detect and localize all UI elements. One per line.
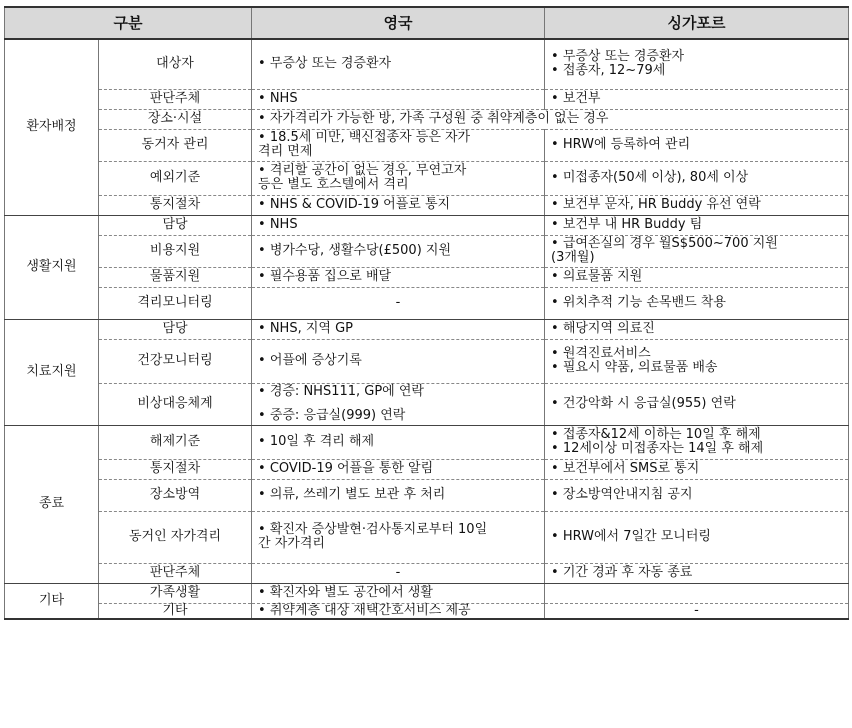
subcategory-cell: 통지절차 bbox=[99, 195, 252, 215]
singapore-value-line: • 의료물품 지원 bbox=[551, 269, 643, 284]
singapore-value-cell bbox=[545, 583, 849, 603]
table-row bbox=[5, 215, 849, 235]
singapore-value-line: • HRW에 등록하여 관리 bbox=[551, 137, 691, 152]
uk-value-cell bbox=[252, 39, 545, 89]
table-row bbox=[5, 89, 849, 109]
table-row bbox=[5, 235, 849, 267]
header-singapore: 싱가포르 bbox=[545, 7, 849, 39]
table-row bbox=[5, 563, 849, 583]
table-row bbox=[5, 511, 849, 563]
subcategory-cell: 대상자 bbox=[99, 39, 252, 89]
uk-value-line: • NHS bbox=[258, 91, 298, 106]
category-cell: 기타 bbox=[5, 583, 99, 619]
uk-value-cell bbox=[252, 89, 545, 109]
subcategory-cell: 장소방역 bbox=[99, 479, 252, 511]
subcategory-cell: 비용지원 bbox=[99, 235, 252, 267]
subcategory-cell: 통지절차 bbox=[99, 459, 252, 479]
uk-value-line: • COVID-19 어플을 통한 알림 bbox=[258, 461, 434, 476]
subcategory-cell: 기타 bbox=[99, 603, 252, 619]
uk-value-line: • 18.5세 미만, 백신접종자 등은 자가 bbox=[258, 130, 471, 145]
category-cell: 종료 bbox=[5, 425, 99, 583]
uk-value-line: • 확진자와 별도 공간에서 생활 bbox=[258, 585, 433, 600]
singapore-value-cell bbox=[545, 383, 849, 425]
uk-value-cell bbox=[252, 511, 545, 563]
singapore-value-cell bbox=[545, 339, 849, 383]
subcategory-cell: 동거인 자가격리 bbox=[99, 511, 252, 563]
singapore-value-line: (3개월) bbox=[551, 250, 595, 265]
subcategory-cell: 동거자 관리 bbox=[99, 129, 252, 161]
uk-value-line: • 경증: NHS111, GP에 연락 bbox=[258, 384, 424, 399]
singapore-value-cell bbox=[545, 215, 849, 235]
merged-value-cell: • 자가격리가 가능한 방, 가족 구성원 중 취약계층이 없는 경우 bbox=[252, 109, 849, 129]
singapore-value-line: • 위치추적 기능 손목밴드 착용 bbox=[551, 295, 726, 310]
uk-value-line: • 필수용품 집으로 배달 bbox=[258, 269, 392, 284]
table-row bbox=[5, 583, 849, 603]
singapore-value-cell bbox=[545, 563, 849, 583]
subcategory-cell: 장소·시설 bbox=[99, 109, 252, 129]
singapore-value-cell bbox=[545, 195, 849, 215]
singapore-value-cell bbox=[545, 287, 849, 319]
singapore-value-cell bbox=[545, 319, 849, 339]
table-row bbox=[5, 459, 849, 479]
singapore-value-cell bbox=[545, 267, 849, 287]
table-row bbox=[5, 39, 849, 89]
uk-value-line: 등은 별도 호스텔에서 격리 bbox=[258, 177, 409, 192]
uk-value-line: 간 자가격리 bbox=[258, 536, 325, 551]
subcategory-cell: 판단주체 bbox=[99, 89, 252, 109]
subcategory-cell: 판단주체 bbox=[99, 563, 252, 583]
singapore-value-line: • 해당지역 의료진 bbox=[551, 321, 655, 336]
uk-value-cell bbox=[252, 161, 545, 195]
subcategory-cell: 비상대응체계 bbox=[99, 383, 252, 425]
uk-value-line: • 확진자 증상발현·검사통지로부터 10일 bbox=[258, 522, 488, 537]
uk-value-line: • 어플에 증상기록 bbox=[258, 353, 362, 368]
singapore-value-cell bbox=[545, 459, 849, 479]
uk-value-cell bbox=[252, 129, 545, 161]
uk-value-cell bbox=[252, 383, 545, 425]
subcategory-cell: 담당 bbox=[99, 215, 252, 235]
subcategory-cell: 담당 bbox=[99, 319, 252, 339]
singapore-value-line: • 장소방역안내지침 공지 bbox=[551, 487, 693, 502]
table-row bbox=[5, 319, 849, 339]
singapore-value-line: • 12세이상 미접종자는 14일 후 해제 bbox=[551, 441, 764, 456]
subcategory-cell: 건강모니터링 bbox=[99, 339, 252, 383]
uk-value-line: • NHS, 지역 GP bbox=[258, 321, 353, 336]
table-row bbox=[5, 267, 849, 287]
category-cell: 생활지원 bbox=[5, 215, 99, 319]
singapore-value-line: • HRW에서 7일간 모니터링 bbox=[551, 529, 711, 544]
uk-value-cell bbox=[252, 583, 545, 603]
singapore-value-cell bbox=[545, 511, 849, 563]
subcategory-cell: 예외기준 bbox=[99, 161, 252, 195]
singapore-value-line: • 보건부 내 HR Buddy 팀 bbox=[551, 217, 703, 232]
uk-value-line: • 의류, 쓰레기 별도 보관 후 처리 bbox=[258, 487, 446, 502]
uk-value-line: • 중증: 응급실(999) 연락 bbox=[258, 408, 406, 423]
uk-value-cell bbox=[252, 479, 545, 511]
category-cell: 치료지원 bbox=[5, 319, 99, 425]
singapore-value-line: • 건강악화 시 응급실(955) 연락 bbox=[551, 396, 736, 411]
singapore-value-line: • 접종자&12세 이하는 10일 후 해제 bbox=[551, 427, 761, 442]
uk-value-cell bbox=[252, 603, 545, 619]
uk-value-cell bbox=[252, 459, 545, 479]
table-row bbox=[5, 161, 849, 195]
singapore-value-cell bbox=[545, 129, 849, 161]
uk-value-cell bbox=[252, 339, 545, 383]
singapore-value-line: • 급여손실의 경우 월S$500~700 지원 bbox=[551, 236, 778, 251]
category-cell: 환자배정 bbox=[5, 39, 99, 215]
singapore-value-cell bbox=[545, 235, 849, 267]
table-row bbox=[5, 339, 849, 383]
header-category: 구분 bbox=[5, 7, 252, 39]
uk-value-line: • 무증상 또는 경증환자 bbox=[258, 56, 392, 72]
table-row bbox=[5, 425, 849, 459]
table-row bbox=[5, 383, 849, 425]
singapore-value-cell bbox=[545, 89, 849, 109]
uk-value-cell bbox=[252, 215, 545, 235]
uk-value-line: • 10일 후 격리 해제 bbox=[258, 434, 375, 449]
uk-value-line: • NHS & COVID-19 어플로 통지 bbox=[258, 197, 451, 212]
singapore-value-line: • 보건부 문자, HR Buddy 유선 연락 bbox=[551, 197, 761, 212]
singapore-value-cell bbox=[545, 425, 849, 459]
uk-value-cell bbox=[252, 319, 545, 339]
table-row bbox=[5, 129, 849, 161]
singapore-value-cell bbox=[545, 161, 849, 195]
singapore-value-line: • 보건부 bbox=[551, 91, 601, 106]
uk-value-cell bbox=[252, 195, 545, 215]
singapore-value-line: • 원격진료서비스 bbox=[551, 346, 651, 361]
uk-value-line: • 병가수당, 생활수당(£500) 지원 bbox=[258, 243, 452, 258]
table-row bbox=[5, 109, 849, 129]
header-uk: 영국 bbox=[252, 7, 545, 39]
uk-value-line: 격리 면제 bbox=[258, 144, 313, 159]
header-row bbox=[5, 7, 849, 39]
uk-value-line: • 취약계층 대상 재택간호서비스 제공 bbox=[258, 602, 471, 618]
uk-value-cell: - bbox=[252, 287, 545, 319]
uk-value-line: • NHS bbox=[258, 217, 298, 232]
subcategory-cell: 물품지원 bbox=[99, 267, 252, 287]
uk-value-cell bbox=[252, 235, 545, 267]
uk-value-cell: - bbox=[252, 563, 545, 583]
table-row bbox=[5, 603, 849, 619]
singapore-value-line: • 미접종자(50세 이상), 80세 이상 bbox=[551, 170, 749, 185]
subcategory-cell: 해제기준 bbox=[99, 425, 252, 459]
uk-value-cell bbox=[252, 267, 545, 287]
subcategory-cell: 격리모니터링 bbox=[99, 287, 252, 319]
table-body bbox=[5, 39, 849, 619]
subcategory-cell: 가족생활 bbox=[99, 583, 252, 603]
singapore-value-line: • 기간 경과 후 자동 종료 bbox=[551, 565, 693, 580]
uk-value-line: • 격리할 공간이 없는 경우, 무연고자 bbox=[258, 163, 467, 178]
comparison-table bbox=[4, 6, 849, 620]
singapore-value-line: • 보건부에서 SMS로 통지 bbox=[551, 461, 700, 476]
uk-value-cell bbox=[252, 425, 545, 459]
singapore-value-line: • 무증상 또는 경증환자 bbox=[551, 49, 685, 65]
singapore-value-line: • 접종자, 12~79세 bbox=[551, 63, 666, 79]
table-row bbox=[5, 479, 849, 511]
singapore-value-cell: - bbox=[545, 603, 849, 619]
singapore-value-cell bbox=[545, 479, 849, 511]
singapore-value-cell bbox=[545, 39, 849, 89]
singapore-value-line: • 필요시 약품, 의료물품 배송 bbox=[551, 360, 718, 375]
table-row bbox=[5, 287, 849, 319]
table-row bbox=[5, 195, 849, 215]
